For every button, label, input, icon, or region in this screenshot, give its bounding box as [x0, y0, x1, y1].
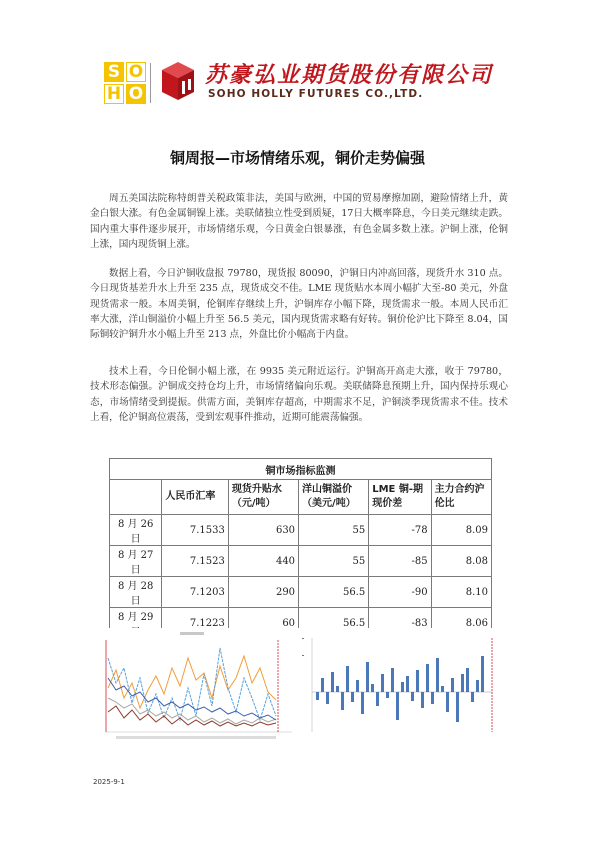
table-header-rmb-rate: 人民币汇率 — [162, 480, 229, 515]
row-lme-spread: -78 — [369, 515, 431, 546]
bar — [341, 692, 344, 710]
bar — [446, 692, 449, 712]
figure-title-placeholder — [180, 632, 204, 635]
bar — [346, 666, 349, 692]
price-lines-figure — [96, 628, 302, 744]
logo-letter-h: H — [104, 84, 124, 104]
table-header-lme-spread: LME 铜-期现价差 — [369, 480, 431, 515]
row-ratio: 8.08 — [431, 546, 491, 577]
bar — [366, 662, 369, 692]
row-date: 8 月 26 日 — [110, 515, 162, 546]
row-date: 8 月 29 — [110, 608, 162, 639]
table-header-ratio: 主力合约沪伦比 — [431, 480, 491, 515]
company-name-cn: 苏豪弘业期货股份有限公司 — [205, 63, 494, 88]
table-header-yangshan-premium: 洋山铜溢价（美元/吨） — [299, 480, 369, 515]
soho-logo — [104, 62, 146, 104]
figure-legend-placeholder — [116, 736, 276, 739]
logo-letter-o: O — [126, 62, 146, 82]
row-date: 8 月 28 日 — [110, 577, 162, 608]
row-ratio: 8.06 — [431, 608, 491, 639]
bar — [386, 692, 389, 698]
row-yangshan-premium: 55 — [299, 546, 369, 577]
table-header-row — [110, 480, 492, 515]
paragraph-technical-outlook: 技术上看，今日伦铜小幅上涨，在 9935 美元附近运行。沪铜高开高走大涨，收于 79780，技术形态偏强。沪铜成交持仓均上升，市场情绪偏向乐观。美联储降息预期上升，国内保持乐观心态，市场情绪受到提振。供需方面，美铜库存超高，中期需求不足，沪铜淡季现货需求不佳。技术上看，伦沪铜高位震荡，受到宏观事件推动，近期可能震荡偏强。 — [90, 366, 508, 423]
bar — [316, 692, 319, 700]
company-name-en: SOHO HOLLY FUTURES CO.,LTD. — [208, 88, 424, 100]
bar — [406, 676, 409, 692]
bar — [391, 668, 394, 692]
bar — [361, 692, 364, 714]
bar — [411, 692, 414, 701]
paragraph-data-analysis: 数据上看，今日沪铜收盘报 79780，现货报 80090，沪铜日内冲高回落，现货升水 310 点。今日现货基差升水上升至 235 点，现货成交不佳。LME 现货贴水本周小幅扩大至-80 美元，外盘现货需求一般。本周美铜，伦铜库存继续上升，沪铜库存小幅下降，现货需求一般。本周人民币汇率大涨，洋山铜溢价小幅上升至 56.5 美元，国内现货需求略有好转。铜价伦沪比下降至 8.04，国际铜较沪铜升水小幅上升至 213 点，外盘比价小幅高于内盘。 — [90, 268, 508, 341]
row-date: 8 月 27 日 — [110, 546, 162, 577]
report-title: 铜周报—市场情绪乐观，铜价走势偏强 — [169, 149, 425, 167]
row-ratio: 8.10 — [431, 577, 491, 608]
table-row — [110, 577, 492, 608]
bar — [336, 686, 339, 692]
bar — [476, 680, 479, 692]
bar — [321, 678, 324, 692]
bar — [431, 692, 434, 704]
row-lme-spread: -83 — [369, 608, 431, 639]
bar — [416, 670, 419, 692]
table-header-spot-premium: 现货升贴水（元/吨） — [228, 480, 298, 515]
bar — [461, 674, 464, 692]
bar — [326, 692, 329, 704]
bar — [436, 658, 439, 692]
row-rmb-rate: 7.1533 — [162, 515, 229, 546]
bar — [426, 664, 429, 692]
paragraph-market-overview: 周五美国法院称特朗普关税政策非法，美国与欧洲，中国的贸易摩擦加剧，避险情绪上升，黄金白银大涨。有色金属铜镍上涨。美联储独立性受到质疑，17日大概率降息，今日美元继续走跌。国内重大事件逐步展开，市场情绪乐观，今日黄金白银暴涨，有色金属多数上涨。沪铜上涨，伦铜上涨，国内现货铜上涨。 — [90, 193, 508, 250]
table-row — [110, 515, 492, 546]
bar — [451, 678, 454, 692]
logo-letter-o2: O — [126, 84, 146, 104]
row-lme-spread: -90 — [369, 577, 431, 608]
copper-indicator-table — [109, 458, 492, 656]
logo-letter-s: S — [104, 62, 124, 82]
row-spot-premium: 440 — [228, 546, 298, 577]
row-spot-premium: 60 — [228, 608, 298, 639]
row-spot-premium: 290 — [228, 577, 298, 608]
row-rmb-rate: 7.1223 — [162, 608, 229, 639]
holly-cube-icon — [160, 60, 196, 104]
logo-divider — [150, 63, 151, 103]
table-header-date — [110, 480, 162, 515]
footer-date: 2025-9-1 — [93, 778, 125, 786]
row-yangshan-premium: 56.5 — [299, 577, 369, 608]
row-rmb-rate: 7.1523 — [162, 546, 229, 577]
premium-bars-figure — [304, 628, 504, 744]
bar — [351, 692, 354, 702]
row-yangshan-premium: 55 — [299, 515, 369, 546]
bar — [371, 684, 374, 692]
row-yangshan-premium: 56.5 — [299, 608, 369, 639]
row-rmb-rate: 7.1203 — [162, 577, 229, 608]
bar — [356, 680, 359, 692]
bar — [456, 692, 459, 722]
table-caption: 铜市场指标监测 — [110, 459, 492, 480]
bar — [441, 686, 444, 692]
bar — [401, 682, 404, 692]
bar — [481, 656, 484, 692]
bar — [331, 672, 334, 692]
row-lme-spread: -85 — [369, 546, 431, 577]
bar — [381, 674, 384, 692]
table-row — [110, 546, 492, 577]
row-ratio: 8.09 — [431, 515, 491, 546]
figure-background — [96, 628, 302, 744]
row-spot-premium: 630 — [228, 515, 298, 546]
bar — [376, 692, 379, 706]
bar — [421, 692, 424, 708]
bar — [471, 692, 474, 702]
bar — [396, 692, 399, 720]
bar — [466, 668, 469, 692]
